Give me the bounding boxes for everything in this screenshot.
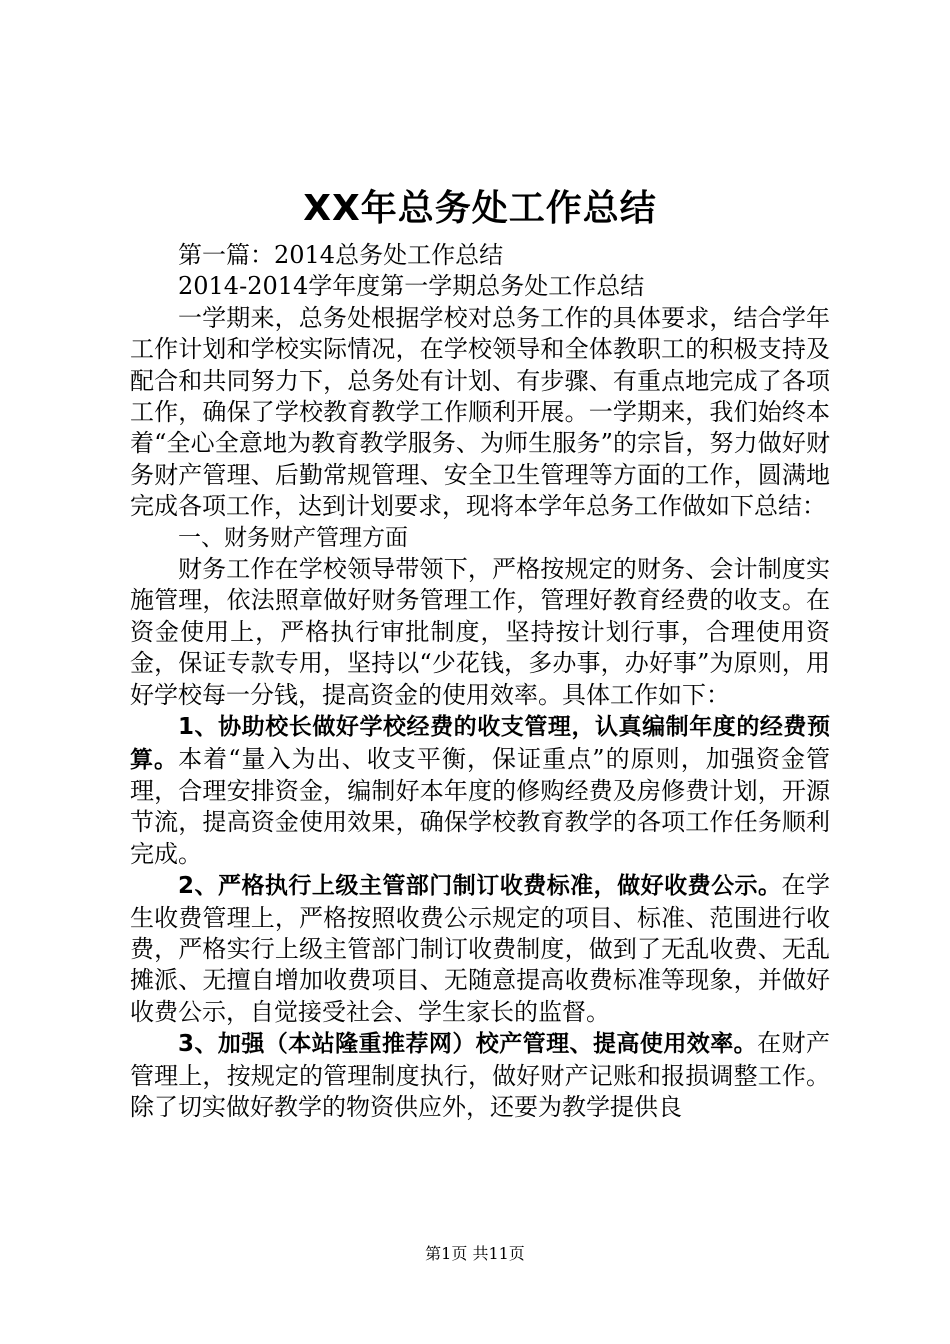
document-page	[130, 180, 830, 1123]
item-3-lead: 3、加强（本站隆重推荐网）校产管理、提高使用效率。	[178, 1031, 758, 1058]
item-1-lead: 1、协助校长做好学校经费的收支管理，认真编制年度的经费预算。	[130, 714, 830, 773]
item-3-body: 在财产管理上，按规定的管理制度执行，做好财产记账和报损调整工作。除了切实做好教学的物资供应外，还要为教学提供良	[130, 1029, 830, 1121]
section-heading-finance: 一、财务财产管理方面	[178, 524, 408, 551]
item-1-paragraph	[130, 711, 830, 870]
subtitle-semester-summary: 2014-2014学年度第一学期总务处工作总结	[178, 272, 645, 301]
intro-paragraph: 一学期来，总务处根据学校对总务工作的具体要求，结合学年工作计划和学校实际情况，在学校领导和全体教职工的积极支持及配合和共同努力下，总务处有计划、有步骤、有重点地完成了各项工作，确保了学校教育教学工作顺利开展。一学期来，我们始终本着“全心全意地为教育教学服务、为师生服务”的宗旨，努力做好财务财产管理、后勤常规管理、安全卫生管理等方面的工作，圆满地完成各项工作，达到计划要求，现将本学年总务工作做如下总结：	[130, 303, 830, 521]
section-finance-paragraph: 财务工作在学校领导带领下，严格按规定的财务、会计制度实施管理，依法照章做好财务管理工作，管理好教育经费的收支。在资金使用上，严格执行审批制度，坚持按计划行事，合理使用资金，保证专款专用，坚持以“少花钱，多办事，办好事”为原则，用好学校每一分钱，提高资金的使用效率。具体工作如下：	[130, 555, 830, 709]
item-2-body: 在学生收费管理上，严格按照收费公示规定的项目、标准、范围进行收费，严格实行上级主管部门制订收费制度，做到了无乱收费、无乱摊派、无擅自增加收费项目、无随意提高收费标准等现象，并做好收费公示，自觉接受社会、学生家长的监督。	[130, 871, 830, 1026]
item-2-lead: 2、严格执行上级主管部门制订收费标准，做好收费公示。	[178, 873, 782, 900]
item-1-body: 本着“量入为出、收支平衡，保证重点”的原则，加强资金管理，合理安排资金，编制好本年度的修购经费及房修费计划，开源节流，提高资金使用效果，确保学校教育教学的各项工作任务顺利完成。	[130, 744, 830, 868]
subtitle-first-chapter: 第一篇：2014总务处工作总结	[178, 241, 504, 269]
item-2-paragraph	[130, 870, 830, 1028]
item-3-paragraph	[130, 1028, 830, 1123]
document-title: XX年总务处工作总结	[303, 188, 657, 229]
page-footer: 第1页 共11页	[425, 1244, 525, 1263]
